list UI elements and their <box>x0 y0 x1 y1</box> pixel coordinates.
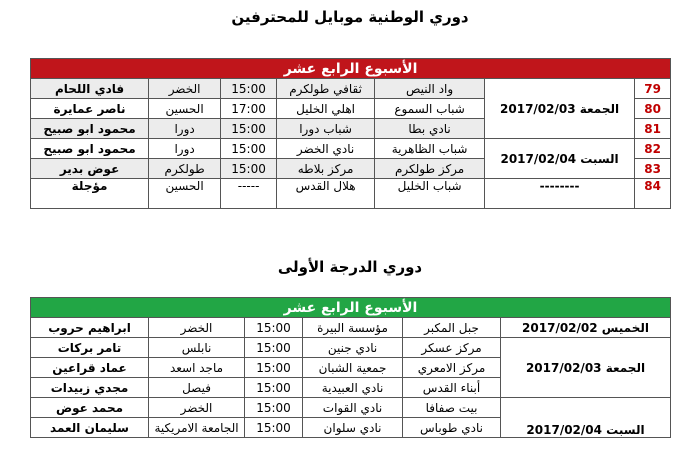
match-time: 15:00 <box>245 318 303 338</box>
pro-league-table <box>30 58 671 209</box>
home-team: أبناء القدس <box>403 378 501 398</box>
match-time: 15:00 <box>245 378 303 398</box>
match-time: 15:00 <box>221 139 277 159</box>
referee: مجدي زبيدات <box>31 378 149 398</box>
referee: عوض بدير <box>31 159 149 179</box>
referee: محمود ابو صبيح <box>31 139 149 159</box>
match-time: 15:00 <box>221 159 277 179</box>
match-number: 81 <box>635 119 671 139</box>
stadium: الخضر <box>149 318 245 338</box>
first-week-header-row <box>31 298 671 318</box>
referee: مؤجلة <box>31 179 149 209</box>
stadium: طولكرم <box>149 159 221 179</box>
stadium: دورا <box>149 139 221 159</box>
table-row <box>31 139 671 159</box>
referee: ناصر عمايرة <box>31 99 149 119</box>
home-team: جبل المكبر <box>403 318 501 338</box>
match-date: الجمعة 2017/02/03 <box>485 79 635 139</box>
away-team: نادي القوات <box>303 398 403 418</box>
match-time: 15:00 <box>245 338 303 358</box>
home-team: مركز عسكر <box>403 338 501 358</box>
table-row <box>31 338 671 358</box>
away-team: شباب دورا <box>277 119 375 139</box>
home-team: بيت صفافا <box>403 398 501 418</box>
home-team: نادي طوباس <box>403 418 501 438</box>
stadium: فيصل <box>149 378 245 398</box>
match-time: 15:00 <box>245 398 303 418</box>
match-number: 80 <box>635 99 671 119</box>
away-team: جمعية الشبان <box>303 358 403 378</box>
away-team: نادي الخضر <box>277 139 375 159</box>
stadium: نابلس <box>149 338 245 358</box>
away-team: مؤسسة البيرة <box>303 318 403 338</box>
match-number: 82 <box>635 139 671 159</box>
match-time: 15:00 <box>221 119 277 139</box>
stadium: ماجد اسعد <box>149 358 245 378</box>
table-row <box>31 398 671 418</box>
stadium: الحسين <box>149 99 221 119</box>
match-date: السبت 2017/02/04 <box>485 139 635 179</box>
match-number: 83 <box>635 159 671 179</box>
match-date: الخميس 2017/02/02 <box>501 318 671 338</box>
match-number: 84 <box>635 179 671 209</box>
table-row <box>31 79 671 99</box>
referee: محمود ابو صبيح <box>31 119 149 139</box>
match-date: الجمعة 2017/02/03 <box>501 338 671 398</box>
referee: محمد عوض <box>31 398 149 418</box>
away-team: نادي العبيدية <box>303 378 403 398</box>
away-team: اهلي الخليل <box>277 99 375 119</box>
home-team: شباب الخليل <box>375 179 485 209</box>
home-team: مركز الامعري <box>403 358 501 378</box>
stadium: الخضر <box>149 79 221 99</box>
referee: تامر بركات <box>31 338 149 358</box>
table-row <box>31 318 671 338</box>
first-division-title: دوري الدرجة الأولى <box>277 258 423 276</box>
table-row <box>31 179 671 209</box>
stadium: الجامعة الامريكية <box>149 418 245 438</box>
match-date: السبت 2017/02/04 <box>501 398 671 438</box>
match-time: ----- <box>221 179 277 209</box>
home-team: شباب السموع <box>375 99 485 119</box>
referee: سليمان العمد <box>31 418 149 438</box>
match-time: 15:00 <box>221 79 277 99</box>
match-number: 79 <box>635 79 671 99</box>
home-team: نادي بطا <box>375 119 485 139</box>
away-team: هلال القدس <box>277 179 375 209</box>
pro-week-header-row <box>31 59 671 79</box>
pro-league-title: دوري الوطنية موبايل للمحترفين <box>231 8 469 26</box>
first-division-table <box>30 297 671 438</box>
referee: عماد قراعين <box>31 358 149 378</box>
stadium: الخضر <box>149 398 245 418</box>
away-team: نادي جنين <box>303 338 403 358</box>
match-time: 17:00 <box>221 99 277 119</box>
stadium: دورا <box>149 119 221 139</box>
referee: فادي اللحام <box>31 79 149 99</box>
home-team: مركز طولكرم <box>375 159 485 179</box>
home-team: واد النيص <box>375 79 485 99</box>
match-time: 15:00 <box>245 418 303 438</box>
away-team: مركز بلاطه <box>277 159 375 179</box>
stadium: الحسين <box>149 179 221 209</box>
pro-week-header: الأسبوع الرابع عشر <box>31 59 671 79</box>
away-team: نادي سلوان <box>303 418 403 438</box>
home-team: شباب الظاهرية <box>375 139 485 159</box>
away-team: ثقافي طولكرم <box>277 79 375 99</box>
match-time: 15:00 <box>245 358 303 378</box>
first-week-header: الأسبوع الرابع عشر <box>31 298 671 318</box>
referee: ابراهيم حروب <box>31 318 149 338</box>
match-date: -------- <box>485 179 635 209</box>
